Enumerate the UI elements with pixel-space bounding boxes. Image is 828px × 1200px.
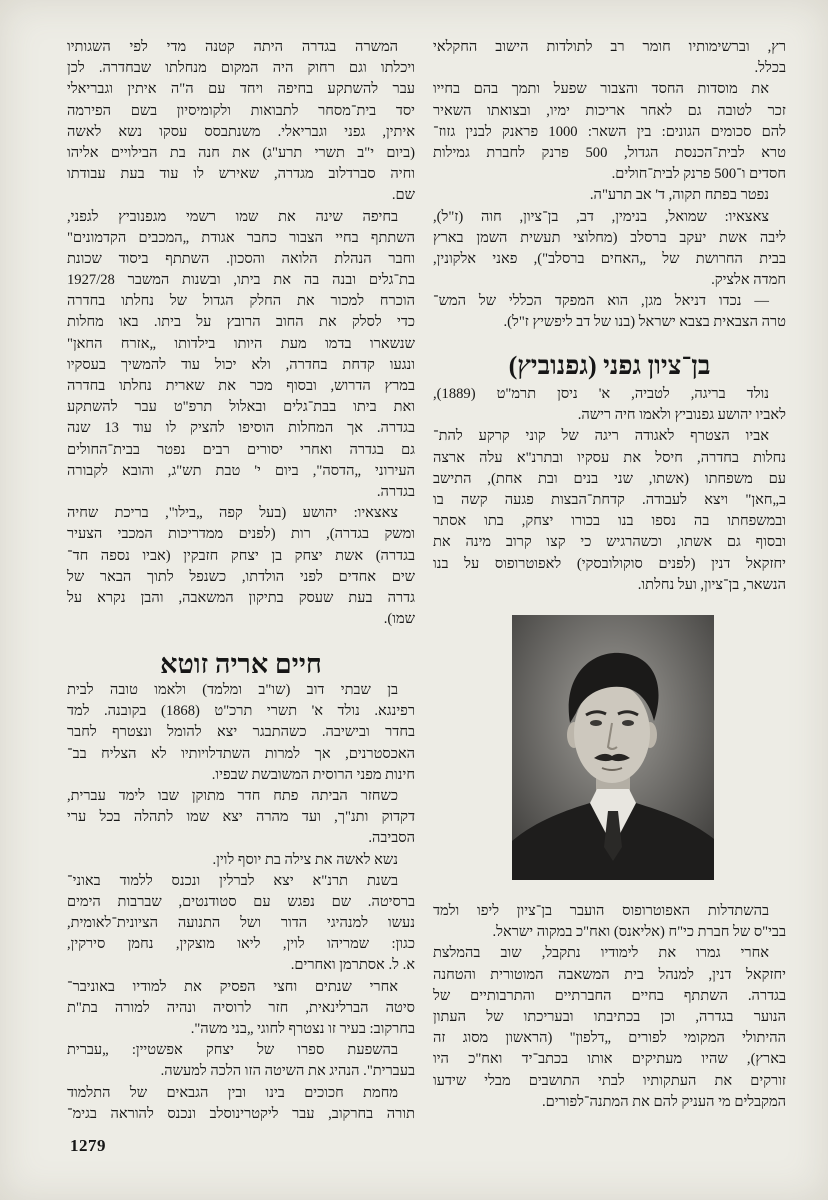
line-text: צאצאיו: שמואל, בנימין, דב, בן־ציון, חוה (ז"ל), (433, 208, 769, 225)
text-line (67, 765, 415, 786)
text-line (433, 1028, 786, 1049)
line-text: רץ, וברשימותיו חומר רב לתולדות הישוב החקלאי (433, 39, 786, 55)
text-line (433, 249, 786, 270)
text-line (433, 79, 786, 100)
text-line (67, 312, 415, 333)
line-text: עם משפחתו (אשתו, שני בנים ובת אחת), התישב (433, 470, 786, 487)
text-line (67, 355, 415, 376)
text-line (67, 228, 415, 249)
text-line (67, 37, 415, 58)
paragraph (433, 291, 786, 333)
line-text: להם סכומים הגונים: בין השאר: 1000 פראנק לבנין גזוז־ (433, 123, 786, 140)
line-text: ליבה אשת יעקב ברסלב (מחלוצי תעשית השמן בארץ (433, 229, 786, 246)
text-line (433, 122, 786, 143)
line-text: בבי"ס של חברת כי"ח (אליאנס) ואח"כ במקוה ישראל. (492, 924, 786, 941)
line-text: נעשו למנהיגי הדור ושל התנועה הציונית־לאומית, (67, 915, 415, 932)
text-line (67, 1104, 415, 1125)
line-text: הנוער בגדרה, וכן בכתיבתו ובעריכתו של העתון (433, 1008, 786, 1025)
line-text: צאצאיו: יהושע (בעל קפה „בילו", בריכת שחיה (67, 505, 398, 522)
text-line (67, 871, 415, 892)
text-line (433, 922, 786, 943)
line-text: העירוני „הדסה", ביום י' טבת תש"ג, והובא לקבורה (67, 462, 415, 479)
text-line (433, 448, 786, 469)
text-line (433, 405, 786, 426)
line-text: עבר להשתקע בחיפה ויחד עם ה"ה איתין וגבריאלי (67, 81, 415, 98)
line-text: כדי לסלק את החוב הרובץ על ביתו. באו מחלות (67, 314, 415, 331)
line-text: זכר לטובה גם לאחר אריכות ימיו, ובצואתו השאיר (433, 102, 786, 119)
line-text: הוכרח למכור את החלק הגדול של נחלתו בחדרה (67, 293, 415, 310)
text-line (67, 807, 415, 828)
line-text: בכלל. (754, 60, 786, 77)
line-text: אביו הצטרף לאגודה ריגה של קוני קרקע להת־ (433, 428, 769, 445)
line-text: ברסיטה. שם נפגש עם סטודנטים, שברבות הימים (67, 893, 415, 910)
line-text: הסביבה. (368, 830, 415, 847)
text-line (67, 588, 415, 609)
text-line (67, 1061, 415, 1082)
line-text: בגדרה. אך המחלות הוסיפו להציק לו עוד 13 שנה (67, 420, 415, 437)
line-text: טרה הצבאית בצבא ישראל (בנו של דב ליפשיץ ז"ל). (503, 314, 786, 331)
article-title-ben-zion-gafni: בן־ציון גפני (גפנוביץ) (508, 351, 711, 380)
line-text: רפינגא. נולד א' תשרי תרכ"ט (1868) בקובנה. למד (67, 703, 415, 720)
text-line (67, 1083, 415, 1104)
line-text: שם. (391, 187, 415, 204)
text-line (67, 786, 415, 807)
text-line (67, 207, 415, 228)
text-line (67, 461, 415, 482)
line-text: סיטה הברלינאית, חזר לרוסיה ונהיה למורה בת"ת (67, 999, 415, 1016)
text-line (433, 532, 786, 553)
line-text: וחבר הנהלת הלואה והסכון. השתתף ביסוד שכונת (67, 250, 415, 267)
text-line (67, 913, 415, 934)
text-line (67, 185, 415, 206)
text-line (67, 680, 415, 701)
line-text: מחמת חכוכים בינו ובין הגבאים של התלמוד (67, 1084, 398, 1101)
text-line (433, 965, 786, 986)
paragraph (67, 1083, 415, 1125)
text-line (67, 503, 415, 524)
line-text: שים אחדים לפני הולדתו, כשנפל לתוך הבאר של (67, 568, 415, 585)
article-title-chaim-arye-zuta: חיים אריה זוטא (160, 649, 322, 679)
text-line (67, 609, 415, 630)
paragraph (433, 207, 786, 292)
text-line (433, 312, 786, 333)
line-text: יסד בית־מסחר לתבואות ולקומיסיון בשם הפירמה (67, 102, 415, 119)
text-line (67, 101, 415, 122)
text-line (67, 701, 415, 722)
text-line (433, 986, 786, 1007)
line-text: חינות מפני הרוסית המשובשת שבפיו. (211, 766, 415, 783)
line-text: המקבלים מי העניק להם את המתנה־לפורים. (541, 1093, 786, 1110)
line-text: שמו). (383, 611, 415, 628)
line-text: ויכלתו וגם רחוק היה המקום מנחלתו שבחדרה. לכן (67, 60, 415, 77)
text-line (67, 334, 415, 355)
right-column-continuation-text (433, 37, 786, 334)
line-text: נחלות בחדרה, חיסל את עסקיו ובתרנ"א עלה ארצה (433, 449, 786, 466)
text-line (67, 249, 415, 270)
text-line (67, 270, 415, 291)
text-line (67, 524, 415, 545)
line-text: גם בגדרה ואחרי יסורים רבים נפטר בבית־החולים (67, 441, 415, 458)
text-line (433, 1071, 786, 1092)
line-text: בהשתדלות האפוטרופוס הועבר בן־ציון ליפו ולמד (433, 903, 769, 919)
line-text: וחיה סברדלוב מגדרה, שאירש לו עוד בעת עבודתו (67, 166, 415, 183)
line-text: אחרי גמרו את לימודיו נתקבל, שוב בהמלצת (433, 945, 769, 962)
text-line (67, 998, 415, 1019)
line-text: בחיפה שינה את שמו רשמי מגפנוביץ לגפני, (67, 208, 398, 225)
text-line (67, 828, 415, 849)
line-text: בהשפעת ספרו של יצחק אפשטיין: „עברית (67, 1042, 398, 1059)
text-line (67, 1019, 415, 1040)
text-line (67, 850, 415, 871)
text-line (67, 376, 415, 397)
text-line (67, 1040, 415, 1061)
text-line (433, 1049, 786, 1070)
line-text: בבית החרושת של „האחים ברסלב"), פאני אלקונין, (433, 250, 786, 267)
text-line (67, 79, 415, 100)
line-text: המשרה בגדרה היתה קטנה מדי לפי השגותיו (67, 39, 398, 55)
text-line (67, 143, 415, 164)
text-line (433, 554, 786, 575)
text-line (67, 977, 415, 998)
line-text: את מוסדות החסד והצבור שפעל ותמך בהם בחייו (433, 81, 769, 98)
line-text: השתתף בחיי הצבור כחבר אגודת „המכבים הקדמונים" (67, 229, 415, 246)
text-line (433, 469, 786, 490)
paragraph (67, 977, 415, 1041)
text-line (67, 397, 415, 418)
line-text: יחזקאל דנין (לפנים סוקולובסקי) לאפוטרופוס על בנו (433, 555, 786, 572)
portrait-photo (512, 615, 714, 880)
line-text: אחרי שנתים וחצי הפסיק את למודיו באוניבר־ (67, 978, 398, 995)
line-text: ההיתולי המקומי לפורים „דלפון" (הראשון מסוג זה (433, 1030, 786, 1047)
line-text: נולד בריגה, לטביה, א' ניסן תרמ"ט (1889), (433, 386, 769, 402)
text-line (67, 934, 415, 955)
text-line (433, 58, 786, 79)
line-text: זורקים את העתקותיו לבתי התושבים מבלי שידעו (433, 1072, 786, 1089)
text-line (67, 58, 415, 79)
text-line (67, 744, 415, 765)
line-text: א. ל. אסתרמן ואחרים. (290, 957, 415, 974)
text-line (67, 164, 415, 185)
line-text: ב„חאן" ויצא לעבודה. קדחת־הבצות פגעה קשה בו (433, 491, 786, 508)
line-text: בגדרה. (376, 483, 415, 500)
line-text: הנשאר, בן־ציון, ועל נחלתו. (637, 576, 786, 593)
paragraph (433, 901, 786, 943)
line-text: ובסוף גם אשתו, וכשהרגיש כי קצו קרוב מינה את (433, 534, 786, 551)
text-line (67, 546, 415, 567)
line-text: בחרקוב: בעיר זו נצטרף לחוגי „בני משה". (190, 1021, 415, 1037)
paragraph (67, 680, 415, 786)
paragraph (67, 503, 415, 630)
text-line (67, 722, 415, 743)
text-line (433, 943, 786, 964)
line-text: גדרה בעת שעסק בתיקון המשאבה, והבן נקרא על (67, 589, 415, 606)
paragraph (433, 185, 786, 206)
text-line (433, 384, 786, 405)
text-line (67, 440, 415, 461)
line-text: האכסטרנים, אך למרות השתדלויותיו לא הצליח בב־ (67, 745, 415, 762)
line-text: בארץ), שהיו מעתיקים אותו בכתב־יד ואח"כ היו (433, 1051, 786, 1068)
line-text: כגון: שמריהו לוין, ליאו מוצקין, נחמן סירקין, (67, 936, 415, 953)
gafni-after-photo-text (433, 901, 786, 1113)
text-line (433, 207, 786, 228)
paragraph (67, 1040, 415, 1082)
paragraph (433, 426, 786, 596)
text-line (433, 291, 786, 312)
line-text: ובמשפחתו בה נספו בנו בכורו יצחק, בתו אסתר (433, 513, 786, 530)
paragraph (433, 37, 786, 79)
text-line (433, 101, 786, 122)
text-line (433, 901, 786, 922)
line-text: חמדה אלציק. (711, 272, 786, 289)
text-line (67, 955, 415, 976)
text-line (433, 511, 786, 532)
text-line (67, 567, 415, 588)
line-text: בעברית". הנהיג את השיטה הזו הלכה למעשה. (160, 1063, 415, 1080)
text-line (67, 892, 415, 913)
line-text: במרץ הדרוש, ובסוף מכר את שארית נחלתו בחדרה (67, 378, 415, 394)
line-text: בגדרה. השתתף בחיים החברתיים והתרבותיים של (433, 987, 786, 1004)
left-column-continuation-text (67, 37, 415, 630)
paragraph (433, 79, 786, 185)
text-line (433, 1007, 786, 1028)
line-text: טרא לבית־הכנסת הגדול, 500 פרנק לחברת גמילות (433, 144, 786, 161)
paragraph (433, 384, 786, 426)
text-line (433, 490, 786, 511)
line-text: שנשארו בדמו מעת היותו בילדותו „אזרח החאן" (67, 335, 415, 352)
line-text: נפטר בפתח תקוה, ד' אב תרע"ה. (589, 187, 769, 204)
text-line (433, 164, 786, 185)
line-text: בגדרה) אשת יצחק בן יצחק חזבקין (אביו נספה חד־ (67, 547, 415, 564)
text-line (67, 291, 415, 312)
line-text: נשא לאשה את צילה בת יוסף לוין. (212, 851, 398, 868)
line-text: ומשק בגדרה), רות (לפנים ממדריכות המכבי הצעיר (67, 526, 415, 543)
line-text: בת־גלים ובנה בה את ביתו, ובשנות המשבר 1927/28 (67, 272, 415, 289)
paragraph (67, 850, 415, 871)
text-line (433, 228, 786, 249)
line-text: ואת ביתו בבת־גלים ובאלול תרפ"ט עבר להשתקע (67, 399, 415, 416)
line-text: בשנת תרנ"א יצא לברלין ונכנס ללמוד באוני־ (67, 872, 398, 889)
paragraph (67, 37, 415, 207)
text-line (67, 418, 415, 439)
text-line (433, 575, 786, 596)
paragraph (433, 943, 786, 1113)
paragraph (67, 786, 415, 850)
line-text: חסדים ו־500 פרנק לבית־חולים. (611, 166, 786, 183)
line-text: כשחזר הביתה פתח חדר מתוקן שבו לימד עברית, (67, 787, 398, 804)
text-line (433, 37, 786, 58)
text-line (433, 143, 786, 164)
text-line (433, 185, 786, 206)
line-text: יחזקאל דנין, למנהל בית המשאבה המוטורית והטחנה (433, 966, 786, 983)
line-text: — נכדו דניאל מגן, הוא המפקד הכללי של המש־ (433, 293, 769, 310)
gafni-intro-text (433, 384, 786, 596)
line-text: לאביו יהושע גפנוביץ ולאמו חיה רישה. (577, 407, 786, 424)
zuta-body-text (67, 680, 415, 1125)
text-line (433, 270, 786, 291)
line-text: בחדר ובישיבה. כשהתבגר יצא להומל ונצטרף לחבר (67, 724, 415, 741)
line-text: איתין, גפני וגבריאלי. משנתבסס עסקו נשא לאשה (67, 123, 415, 140)
line-text: תורה בחרקוב, עבר ליקטרינוסלב ונכנס להוראה בגימ־ (67, 1105, 415, 1122)
line-text: דקדוק ותנ"ך, ועד מהרה יצא שמו לתהלה בכל ערי (67, 809, 415, 826)
text-line (67, 122, 415, 143)
text-line (433, 1092, 786, 1113)
text-line (67, 482, 415, 503)
line-text: (ביום י"ב תשרי תרע"ג) את חנה בת הבילויים אליהו (67, 144, 415, 161)
paragraph (67, 871, 415, 977)
text-line (433, 426, 786, 447)
paragraph (67, 207, 415, 504)
line-text: ונגעו קדחת בחדרה, ולא יכול עוד להמשיך בעסקיו (67, 356, 415, 373)
line-text: בן שבתי דוב (שו"ב ומלמד) ולאמו טובה לבית (67, 682, 398, 698)
page-number: 1279 (70, 1136, 106, 1155)
